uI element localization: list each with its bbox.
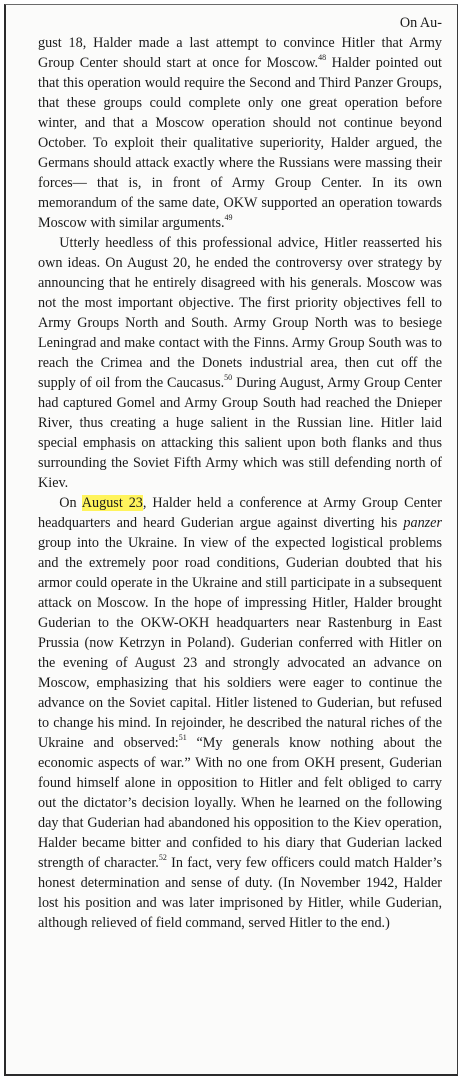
paragraph-3: [38, 493, 442, 933]
paragraph-3-on: On: [59, 495, 82, 511]
paragraph-3-text-c: “My generals know nothing about the economic aspects of war.” With no one from OKH present, Guderian found himself alone in opposition to Hitler and felt obliged to carry out the dictator’s decision loyally. When he learned on the following day that Guderian had abandoned his opposition to the Kiev operation, Halder became bitter and confided to his diary that Guderian lacked strength of character.: [38, 735, 442, 871]
footnote-ref-51: 51: [178, 733, 187, 743]
paragraph-3-text-d: In fact, very few officers could match Halder’s honest determination and sense of duty. (In November 1942, Halder lost his position and was later imprisoned by Hitler, while Guderian, although relieved of field command, served Hitler to the end.): [38, 855, 442, 931]
paragraph-3-text-b: group into the Ukraine. In view of the expected logistical problems and the extremely poor road conditions, Guderian doubted that his armor could operate in the Ukraine and still participate in a subsequent attack on Moscow. In the hope of impressing Hitler, Halder brought Guderian to the OKW-OKH headquarters near Rastenburg in East Prussia (now Ketrzyn in Poland). Guderian conferred with Hitler on the evening of August 23 and strongly advocated an advance on Moscow, emphasizing that his soldiers were eager to continue the advance on the Soviet capital. Hitler listened to Guderian, but refused to change his mind. In rejoinder, he described the natural riches of the Ukraine and observed:: [38, 535, 442, 751]
footnote-ref-49: 49: [224, 213, 233, 223]
paragraph-2: [38, 233, 442, 493]
paragraph-2-text: Utterly heedless of this professional advice, Hitler reasserted his own ideas. On August 20, he ended the controversy over strategy by announcing that he entirely disagreed with his generals. Moscow was not the most important objective. The first priority objectives fell to Army Groups North and South. Army Group North was to besiege Leningrad and make contact with the Finns. Army Group South was to reach the Crimea and the Donets industrial area, then cut off the supply of oil from the Caucasus.: [38, 235, 442, 391]
paragraph-3-text: , Halder held a conference at Army Group Center headquarters and heard Guderian argue against diverting his: [38, 495, 442, 531]
book-page: [4, 4, 458, 1076]
paragraph-1-text: gust 18, Halder made a last attempt to convince Hitler that Army Group Center should start at once for Moscow.: [38, 35, 442, 71]
highlighted-date: August 23: [81, 495, 143, 511]
footnote-ref-52: 52: [158, 853, 167, 863]
footnote-ref-48: 48: [318, 53, 327, 63]
italic-panzer: panzer: [403, 515, 442, 531]
paragraph-1-text-b: Halder pointed out that this operation would require the Second and Third Panzer Groups, that these groups could complete only one great operation before winter, and that a Moscow operation should not continue beyond October. To exploit their qualitative superiority, Halder argued, the Germans should attack exactly where the Russians were massing their forces— that is, in front of Army Group Center. In its own memorandum of the same date, OKW supported an operation towards Moscow with similar arguments.: [38, 55, 442, 231]
paragraph-2-text-b: During August, Army Group Center had captured Gomel and Army Group South had reached the Dnieper River, thus creating a huge salient in the Russian line. Hitler laid special emphasis on attacking this salient upon both flanks and thus surrounding the Soviet Fifth Army which was still defending north of Kiev.: [38, 375, 442, 491]
footnote-ref-50: 50: [224, 373, 233, 383]
paragraph-1-start: On Au-: [399, 15, 442, 31]
paragraph-1: [38, 13, 442, 233]
body-text: [38, 13, 442, 933]
